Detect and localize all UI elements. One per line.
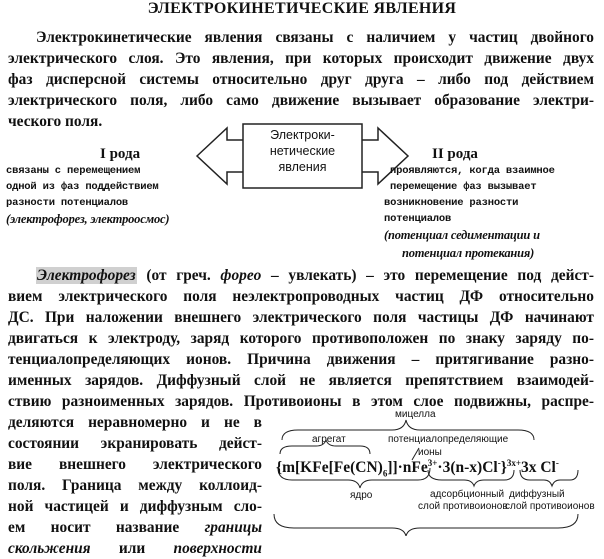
kind1-line: разности потенциалов (6, 197, 129, 209)
center-box-line: Электроки- (270, 128, 335, 142)
kind2-line: перемещение фаз вызывает (390, 181, 537, 193)
electro-line: поля. Граница между коллоид- (8, 477, 262, 494)
intro-line: Электрокинетические явления связаны с наличием у частиц двойного (36, 29, 594, 46)
label-adsorption-layer: слой противоионов (418, 501, 508, 512)
formula-part: } (500, 459, 507, 477)
electro-line: именных зарядов. Диффузный слой не является препятствием взаимодей- (8, 372, 594, 389)
formula-sup: - (497, 458, 501, 468)
kind2-line: потенциалов (384, 213, 452, 225)
electro-line: ствию разноименных зарядов. Противоионы в этом слое подвижны, распре- (8, 393, 594, 410)
formula-part: {m[KFe[Fe(CN) (276, 459, 383, 477)
formula-part: 3x Cl (520, 459, 556, 477)
intro-line: электрического слоя. Это явления, при которых происходит движение двух (8, 50, 594, 67)
label-diffuse-layer: диффузный (509, 489, 565, 500)
label-diffuse-layer: слой противоионов (505, 501, 595, 512)
kind2-line: проявляются, когда взаимное (390, 165, 555, 177)
electro-line: вием электрического поля неэлектропроводных частиц ДФ относительно (8, 288, 594, 305)
kind2-example: (потенциал седиментации и (384, 228, 540, 242)
label-micelle: мицелла (395, 409, 436, 420)
kind2-example: потенциал протекания) (402, 246, 535, 260)
center-box (243, 127, 362, 175)
center-box-line: явления (278, 160, 327, 174)
electro-line-first (8, 265, 594, 286)
kind1-line: связаны с перемещением (6, 165, 141, 177)
electro-text: или (90, 540, 174, 557)
label-ions: ионы (418, 447, 442, 458)
electro-line: состоянии экранировать дейст- (8, 435, 262, 452)
intro-line: ческого поля. (8, 113, 103, 130)
term-boundary: границы (204, 519, 262, 536)
center-box-line: нетические (269, 144, 336, 158)
formula-sup: - (555, 458, 559, 468)
term-electrophoresis: Электрофорез (37, 267, 136, 284)
formula-part: ·3(n-x)Cl (437, 459, 498, 477)
label-potential-ions: потенциалопределяющие (388, 434, 509, 445)
kind1-description (6, 163, 169, 229)
electro-text: (от греч. (136, 267, 221, 284)
kind1-title: I рода (100, 146, 141, 162)
formula-sup: 3x+ (506, 458, 521, 468)
electro-text: ем носит название (8, 519, 205, 536)
intro-line: электрического поля, либо само движение вызывает образование электри- (8, 92, 594, 109)
electrophoresis-paragraph-narrow (8, 412, 262, 559)
formula-sub: 6 (382, 468, 388, 479)
intro-line: фаз дисперсной системы относительно друг друга – либо под действием (8, 71, 594, 88)
electro-line: двигаться к электроду, заряд которого противоположен по знаку заряду по- (8, 330, 594, 347)
kind1-example: (электрофорез, электроосмос) (6, 212, 170, 226)
label-core: ядро (350, 490, 373, 501)
micelle-formula (276, 458, 559, 478)
electro-line: ной частицей и диффузным сло- (8, 498, 262, 515)
electro-line: тенциалопределяющих ионов. Причина движения – притягивание разно- (8, 351, 594, 368)
electro-line (8, 517, 262, 538)
kind2-line: возникновение разности (384, 197, 519, 209)
kind1-line: одной из фаз поддействием (6, 181, 159, 193)
electrophoresis-paragraph (8, 265, 594, 412)
kind2-description (384, 163, 555, 263)
term-surface: поверхности (173, 540, 262, 557)
label-adsorption-layer: адсорбционный (430, 489, 505, 500)
kind2-title: II рода (432, 146, 478, 162)
greek-word: фореo (220, 267, 262, 284)
lower-brace-right (406, 514, 578, 536)
lower-brace-left (274, 514, 406, 536)
formula-part: ]]·nFe (387, 459, 428, 477)
electro-line: вие внешнего электрического (8, 456, 262, 473)
electro-text: – увлекать) – это перемещение под дейст- (261, 267, 594, 284)
intro-paragraph (8, 27, 594, 132)
term-slip: скольжения (8, 540, 91, 557)
page-title: ЭЛЕКТРОКИНЕТИЧЕСКИЕ ЯВЛЕНИЯ (147, 0, 457, 17)
label-aggregate: агрегат (312, 434, 346, 445)
electro-line: деляются неравномерно и не в (8, 414, 262, 431)
formula-sup: 3+ (427, 458, 438, 468)
electro-line (8, 538, 262, 559)
electro-line: ДС. При наложении внешнего электрического поля частицы ДФ начинают (8, 309, 594, 326)
